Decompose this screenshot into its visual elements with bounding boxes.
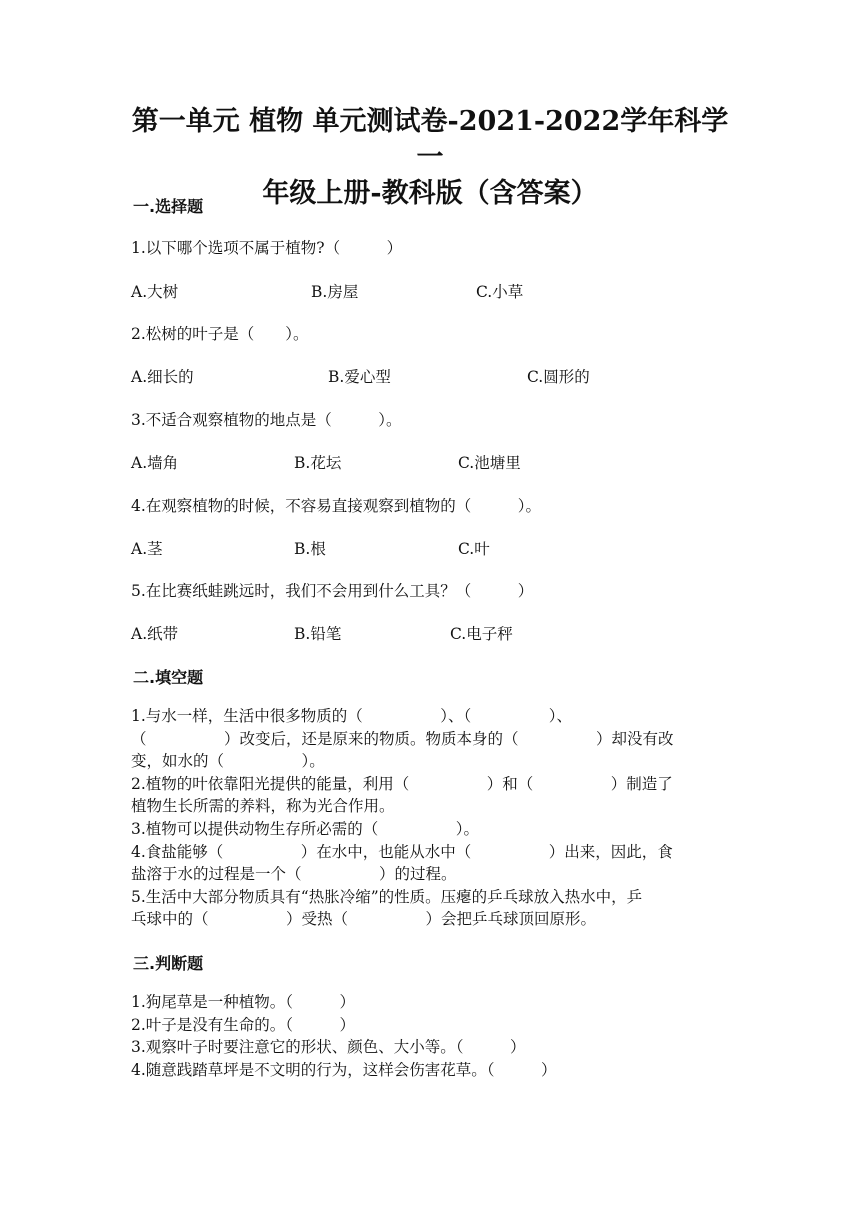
section-heading-judge: 三.判断题 [133, 954, 204, 973]
question-option: C.小草 [476, 283, 524, 301]
judge-block [131, 991, 557, 1081]
fill-line: 5.生活中大部分物质具有“热胀冷缩”的性质。压瘪的乒乓球放入热水中，乒 [131, 887, 643, 906]
fill-line: 3.植物可以提供动物生存所必需的（ ）。 [131, 819, 480, 838]
fill-line: 乓球中的（ ）受热（ ）会把乒乓球顶回原形。 [131, 910, 597, 929]
question-option: C.池塘里 [458, 454, 521, 472]
question-stem: 4.在观察植物的时候，不容易直接观察到植物的（ ）。 [131, 497, 542, 515]
question-option: B.铅笔 [294, 625, 342, 643]
fill-line: 植物生长所需的养料，称为光合作用。 [131, 797, 395, 816]
question-option: B.爱心型 [328, 368, 391, 386]
title-line-1: 第一单元 植物 单元测试卷-2021-2022学年科学一 [131, 106, 729, 173]
judge-line: 1.狗尾草是一种植物。（ ） [131, 993, 356, 1011]
fill-line: 1.与水一样，生活中很多物质的（ ）、（ ）、 [131, 707, 573, 725]
question-option: A.大树 [131, 283, 179, 301]
fill-line: 2.植物的叶依靠阳光提供的能量，利用（ ）和（ ）制造了 [131, 774, 673, 793]
fill-blank-block [131, 705, 721, 931]
question-option: B.花坛 [294, 454, 342, 472]
fill-line: （ ）改变后，还是原来的物质。物质本身的（ ）却没有改 [131, 729, 674, 748]
fill-line: 变，如水的（ ）。 [131, 752, 325, 771]
question-stem: 5.在比赛纸蛙跳远时，我们不会用到什么工具？（ ） [131, 582, 534, 600]
title-line-2: 年级上册-教科版（含答案） [262, 178, 598, 209]
question-stem: 2.松树的叶子是（ ）。 [131, 325, 309, 343]
question-option: A.细长的 [131, 368, 194, 386]
question-option: A.墙角 [131, 454, 179, 472]
question-option: C.电子秤 [450, 625, 513, 643]
fill-line: 盐溶于水的过程是一个（ ）的过程。 [131, 865, 457, 884]
question-option: C.圆形的 [527, 368, 590, 386]
section-heading-fill: 二.填空题 [133, 668, 204, 687]
question-option: B.根 [294, 540, 326, 558]
question-stem: 1.以下哪个选项不属于植物?（ ） [131, 239, 403, 257]
section-heading-choice: 一.选择题 [133, 197, 204, 216]
judge-line: 2.叶子是没有生命的。（ ） [131, 1015, 356, 1034]
question-option: A.纸带 [131, 625, 179, 643]
fill-line: 4.食盐能够（ ）在水中，也能从水中（ ）出来，因此，食 [131, 842, 673, 861]
question-option: A.茎 [131, 540, 163, 558]
question-stem: 3.不适合观察植物的地点是（ ）。 [131, 411, 402, 429]
judge-line: 4.随意践踏草坪是不文明的行为，这样会伤害花草。（ ） [131, 1060, 557, 1079]
page-title [120, 104, 740, 212]
question-option: C.叶 [458, 540, 490, 558]
judge-line: 3.观察叶子时要注意它的形状、颜色、大小等。（ ） [131, 1038, 526, 1057]
question-option: B.房屋 [311, 283, 359, 301]
